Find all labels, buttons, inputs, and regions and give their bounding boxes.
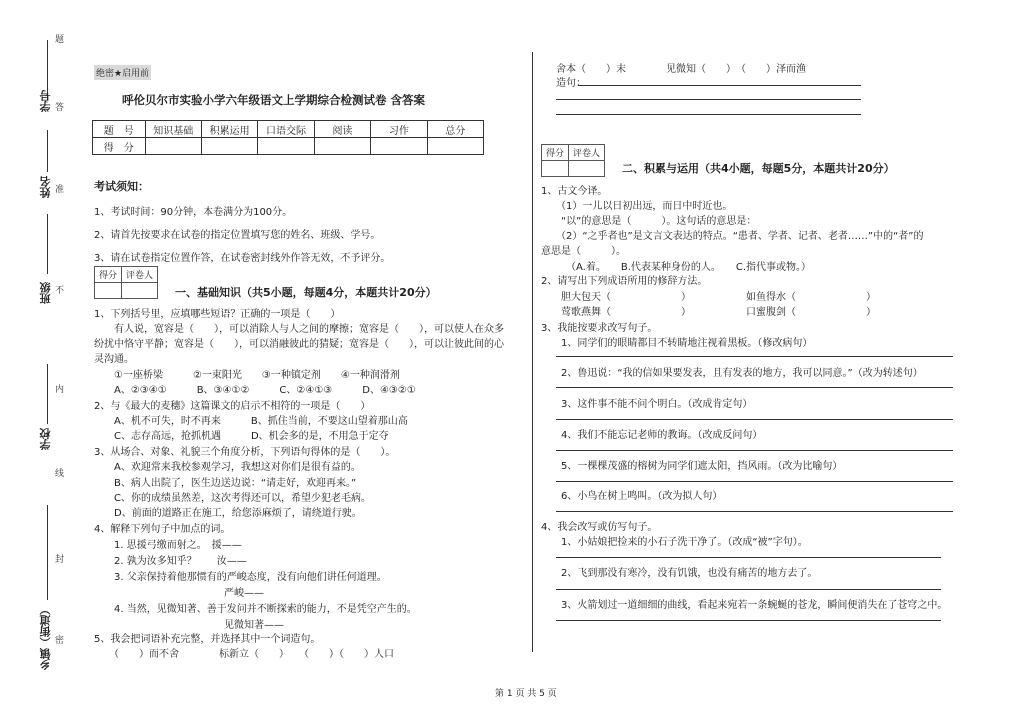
score-table-score-row: [93, 138, 484, 155]
answer-underline: [556, 557, 941, 558]
score-row-label: 得 分: [93, 138, 146, 155]
scorer-grader-cell[interactable]: [569, 161, 605, 177]
question-line: “以”的意思是（ ）。这句话的意思是：: [541, 216, 757, 227]
question-line: C、志存高远，抢抓机遇 D、机会多的是，不用急于定夺: [94, 431, 389, 442]
binding-char-ti: 题: [55, 35, 65, 45]
answer-underline: [556, 589, 941, 590]
question-line: 4、我会改写或仿写句子。: [541, 522, 658, 533]
question-line: 1、同学们的眼睛都目不转睛地注视着黑板。（修改病句）: [541, 338, 813, 349]
binding-label-banji: 班级: [39, 282, 52, 304]
section2-title: 二、积累与运用（共4小题，每题5分，本题共计20分）: [622, 162, 895, 175]
question-line: 4、我们不能忘记老师的教诲。（改成反问句）: [541, 430, 763, 441]
scorer-score-cell[interactable]: [542, 161, 569, 177]
scorer-box-1: [94, 266, 158, 299]
score-cell[interactable]: [427, 138, 483, 155]
question-line: 2、鲁迅说：“我的信如果要发表，且有发表的地方，我可以同意。”（改为转述句）: [541, 368, 923, 379]
score-cell[interactable]: [314, 138, 370, 155]
score-header-cell: 知识基础: [145, 121, 201, 138]
binding-char-mi: 密: [55, 636, 65, 646]
binding-label-xuexiao: 学校: [39, 428, 52, 450]
score-cell[interactable]: [201, 138, 257, 155]
question-line: 6、小鸟在树上鸣叫。（改为拟人句）: [541, 491, 723, 502]
scorer-grader-label: 评卷人: [122, 267, 158, 283]
question-line: 3. 父亲保持着他那惯有的严峻态度，没有向他们讲任何道理。: [94, 572, 387, 583]
question-line: 2、与《最大的麦穗》这篇课文的启示不相符的一项是（ ）: [94, 401, 371, 412]
notice-item: 1、考试时间：90分钟，本卷满分为100分。: [94, 207, 293, 218]
question-line: （A.着。 B.代表某种身份的人。 C.指代事或物。）: [541, 262, 812, 273]
score-cell[interactable]: [145, 138, 201, 155]
binding-char-feng: 封: [55, 555, 65, 565]
question-line: （2）“之乎者也”是文言文表达的特点。“患者、学者、记者、老者……”中的“者”的: [541, 231, 924, 242]
question-line: 1、下列括号里，应填哪些短语？正确的一项是（ ）: [94, 309, 341, 320]
binding-label-xiangzhen: 乡镇（街道）: [39, 604, 52, 670]
question-line: 纷扰中恪守平静；宽容是（ ），可以消融彼此的猜疑；宽容是（ ），可以让彼此间的心: [94, 339, 504, 350]
notice-item: 3、请在试卷指定位置作答，在试卷密封线外作答无效，不予评分。: [94, 253, 391, 264]
question-line: A、机不可失，时不再来 B、抓住当前，不要这山望着那山高: [94, 416, 408, 427]
question-line: D、前面的道路正在施工，给您添麻烦了，请绕道行驶。: [94, 508, 362, 519]
score-table-header-row: [93, 121, 484, 138]
answer-underline: [556, 481, 953, 482]
score-header-cell: 题 号: [93, 121, 146, 138]
idiom-line: 舍本（ ）末 见微知（ ） （ ）泽而渔: [556, 64, 806, 75]
question-line: 4、解释下列句子中加点的词。: [94, 524, 231, 535]
score-header-cell: 口语交际: [258, 121, 314, 138]
score-cell[interactable]: [371, 138, 427, 155]
question-line: 1、小姑娘把捡来的小石子洗干净了。（改成“被”字句）。: [541, 537, 808, 548]
binding-label-xingming: 姓名: [39, 176, 52, 198]
notice-title: 考试须知：: [94, 180, 149, 193]
scorer-score-cell[interactable]: [95, 283, 122, 299]
question-line: 胆大包天（ ） 如鱼得水（ ）: [541, 292, 876, 303]
answer-underline: [578, 85, 861, 86]
answer-underline: [556, 511, 953, 512]
question-line: C、你的成绩虽然差，这次考得还可以，希望少犯老毛病。: [94, 493, 371, 504]
binding-line-banji: [47, 214, 48, 274]
question-line: 3、火箭划过一道细细的曲线，看起来宛若一条蜿蜒的苍龙，瞬间便消失在了苍穹之中。: [541, 600, 948, 611]
binding-line-xingming: [47, 130, 48, 172]
answer-underline: [556, 450, 953, 451]
question-line: 严峻——: [94, 588, 264, 599]
answer-underline: [556, 114, 861, 115]
notice-item: 2、请首先按要求在试卷的指定位置填写您的姓名、班级、学号。: [94, 230, 381, 241]
question-line: 4. 当然，见微知著、善于发问并不断探索的能力，不是凭空产生的。: [94, 604, 417, 615]
answer-underline: [556, 99, 861, 100]
binding-line-xuexiao: [47, 364, 48, 424]
answer-underline: [556, 419, 953, 420]
question-line: 1、古文今译。: [541, 186, 608, 197]
binding-char-da: 答: [55, 103, 65, 113]
answer-underline: [556, 387, 953, 388]
binding-char-nei: 内: [55, 385, 65, 395]
question-line: A、欢迎常来我校参观学习，我想这对你们是很有益的。: [94, 462, 361, 473]
question-line: 5、一棵棵茂盛的榕树为同学们遮太阳，挡风雨。（改为比喻句）: [541, 461, 843, 472]
question-line: 1. 思援弓缴而射之。 援——: [94, 540, 242, 551]
answer-underline: [556, 356, 953, 357]
score-header-cell: 习作: [371, 121, 427, 138]
score-cell[interactable]: [258, 138, 314, 155]
binding-char-zhun: 准: [55, 185, 65, 195]
question-line: 3、这件事不能不问个明白。（改成肯定句）: [541, 399, 753, 410]
binding-line-xiangzhen: [47, 505, 48, 600]
scorer-score-label: 得分: [542, 145, 569, 161]
question-line: B、病人出院了，医生边送边说：“请走好，欢迎再来。”: [94, 478, 357, 489]
question-line: （1）一儿以日初出远，而日中时近也。: [541, 201, 733, 212]
question-line: （ ）而不舍 标新立（ ） （ ）（ ）人口: [94, 649, 394, 660]
question-line: 2、请写出下列成语所用的修辞方法。: [541, 276, 708, 287]
scorer-grader-label: 评卷人: [569, 145, 605, 161]
question-line: 意思是（ ）。: [541, 246, 626, 257]
question-line: 见微知著——: [94, 620, 284, 631]
question-line: 灵沟通。: [94, 354, 134, 365]
scorer-grader-cell[interactable]: [122, 283, 158, 299]
question-line: ①一座桥梁 ②一束阳光 ③一种镇定剂 ④一种润滑剂: [94, 370, 400, 381]
score-table: [92, 120, 484, 155]
scorer-box-2: [541, 144, 605, 177]
question-line: 5、我会把词语补充完整，并选择其中一个词造句。: [94, 634, 321, 645]
section1-title: 一、基础知识（共5小题，每题4分，本题共计20分）: [175, 286, 437, 299]
column-divider: [532, 52, 533, 652]
score-header-cell: 阅读: [314, 121, 370, 138]
question-line: 3、我能按要求改写句子。: [541, 323, 658, 334]
question-line: 有人说，宽容是（ ），可以消除人与人之间的摩擦；宽容是（ ），可以使人在众多: [94, 324, 504, 335]
question-line: 2. 孰为汝多知乎？ 汝——: [94, 556, 247, 567]
binding-char-bu: 不: [55, 286, 65, 296]
question-line: 2、飞到那没有寒冷，没有饥饿，也没有痛苦的地方去了。: [541, 568, 818, 579]
binding-label-xuehao: 学号: [39, 90, 52, 112]
answer-underline: [556, 620, 941, 621]
question-line: A、②③④① B、③④①② C、②④①③ D、④③②①: [94, 385, 416, 396]
page-title: 呼伦贝尔市实验小学六年级语文上学期综合检测试卷 含答案: [122, 93, 426, 107]
score-header-cell: 总分: [427, 121, 483, 138]
page-footer: 第 1 页 共 5 页: [495, 689, 557, 699]
binding-char-xian: 线: [55, 469, 65, 479]
score-header-cell: 积累运用: [201, 121, 257, 138]
question-line: 莺歌燕舞（ ） 口蜜腹剑（ ）: [541, 307, 876, 318]
scorer-score-label: 得分: [95, 267, 122, 283]
sentence-label: 造句：: [556, 78, 586, 89]
question-line: 3、从场合、对象、礼貌三个角度分析，下列语句得体的是（ ）。: [94, 447, 396, 458]
stamp-label: 绝密★启用前: [94, 65, 151, 80]
